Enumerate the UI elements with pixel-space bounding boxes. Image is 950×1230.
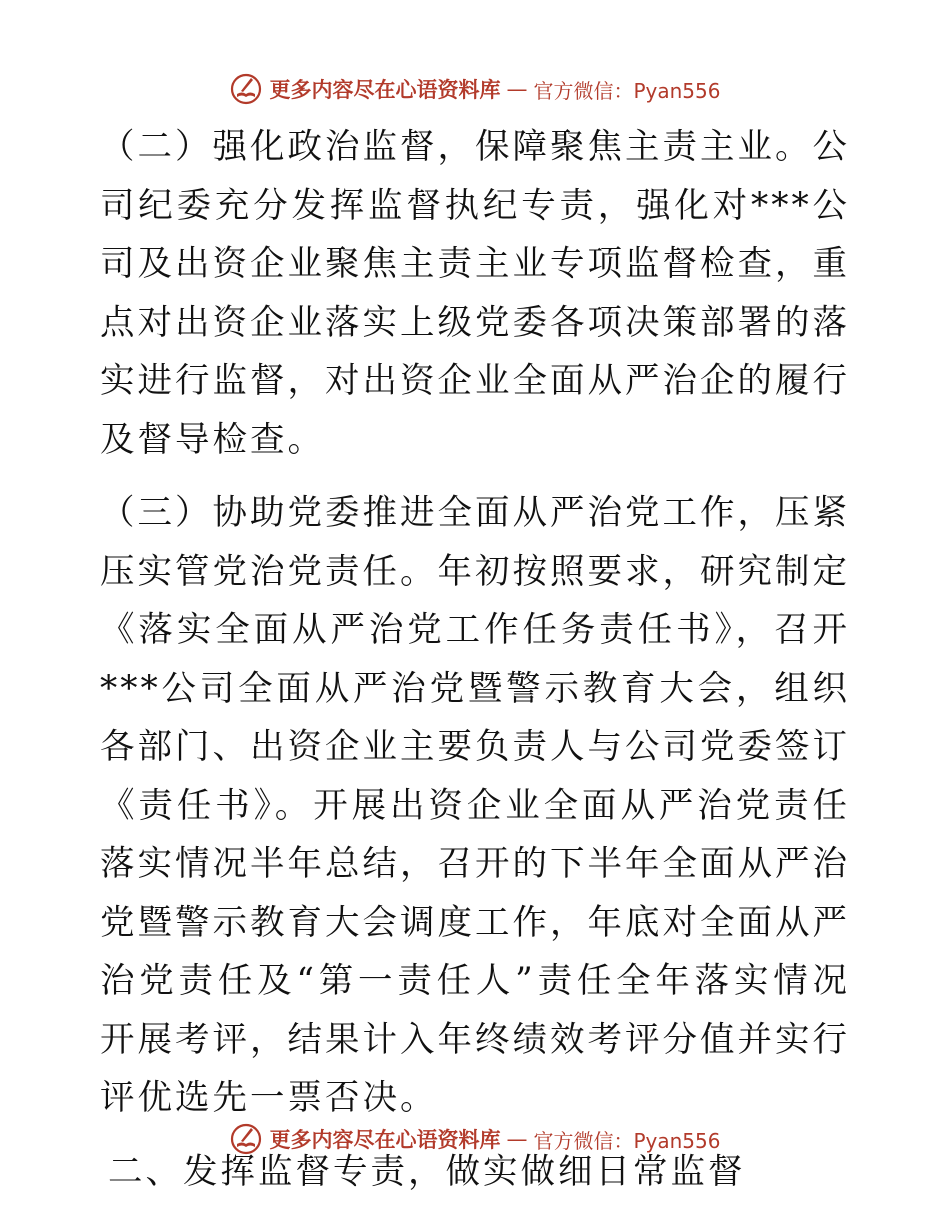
watermark-banner-top [0,72,950,106]
watermark-banner-bottom [0,1122,950,1156]
watermark-dash: — [506,1127,528,1151]
book-quill-logo [229,1122,263,1156]
watermark-contact-text: 官方微信：Pyan556 [533,78,721,103]
watermark-contact-text: 官方微信：Pyan556 [533,1128,721,1153]
watermark-dash: — [506,77,528,101]
watermark-brand-text: 更多内容尽在心语资料库 [269,77,501,102]
paragraph-party-governance: （三）协助党委推进全面从严治党工作，压紧压实管党治党责任。年初按照要求，研究制定《落实全面从严治党工作任务责任书》，召开***公司全面从严治党暨警示教育大会，组织各部门、出资企业主要负责人与公司党委签订《责任书》。开展出资企业全面从严治党责任落实情况半年总结，召开的下半年全面从严治党暨警示教育大会调度工作，年底对全面从严治党责任及“第一责任人”责任全年落实情况开展考评，结果计入年终绩效考评分值并实行评优选先一票否决。 [100,493,850,1118]
document-body [100,118,850,1201]
paragraph-political-supervision: （二）强化政治监督，保障聚焦主责主业。公司纪委充分发挥监督执纪专责，强化对***公司及出资企业聚焦主责主业专项监督检查，重点对出资企业落实上级党委各项决策部署的落实进行监督，对出资企业全面从严治企的履行及督导检查。 [100,127,850,460]
book-quill-logo [229,72,263,106]
section-heading: 二、发挥监督专责，做实做细日常监督 [108,1151,746,1192]
watermark-brand-text: 更多内容尽在心语资料库 [269,1127,501,1152]
